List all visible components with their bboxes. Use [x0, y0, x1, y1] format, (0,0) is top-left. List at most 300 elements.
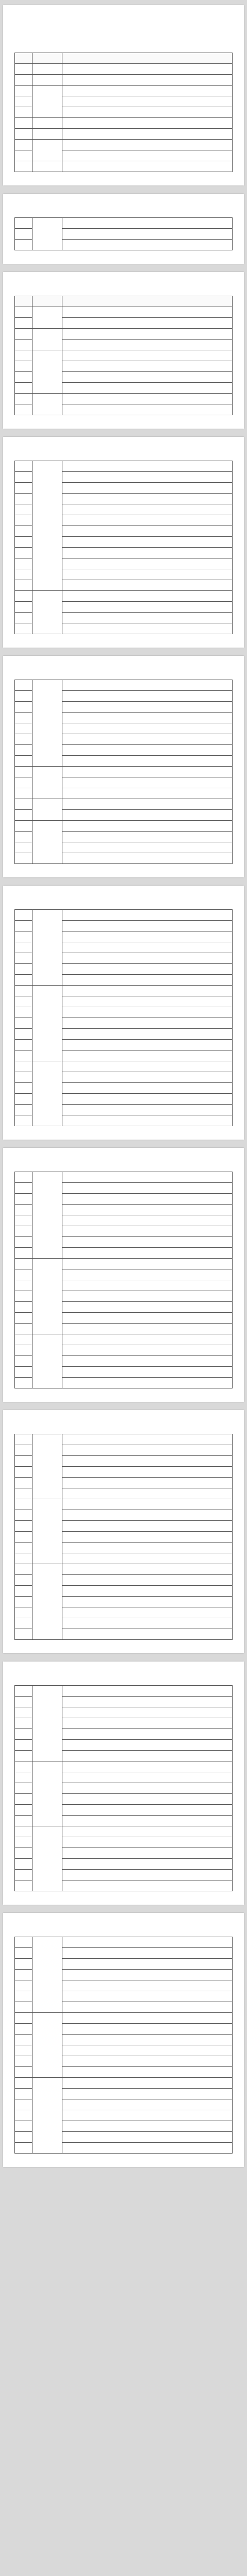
- index-cell: [15, 1532, 32, 1543]
- name-cell: [62, 1575, 233, 1586]
- index-cell: [15, 404, 32, 415]
- name-cell: [62, 810, 233, 821]
- index-cell: [15, 1870, 32, 1880]
- table-row: [15, 1259, 233, 1269]
- document-page: [3, 1913, 244, 2167]
- index-cell: [15, 118, 32, 129]
- name-cell: [62, 1772, 233, 1783]
- index-cell: [15, 1434, 32, 1445]
- name-cell: [62, 1280, 233, 1291]
- name-cell: [62, 569, 233, 580]
- table-row: [15, 910, 233, 921]
- index-cell: [15, 1302, 32, 1313]
- index-cell: [15, 372, 32, 383]
- group-cell: [32, 64, 62, 75]
- index-cell: [15, 150, 32, 161]
- table-row: [15, 1499, 233, 1510]
- index-cell: [15, 931, 32, 942]
- group-cell: [32, 1334, 62, 1388]
- index-cell: [15, 734, 32, 745]
- name-cell: [62, 602, 233, 613]
- name-cell: [62, 548, 233, 558]
- index-cell: [15, 2110, 32, 2121]
- document-page: [3, 194, 244, 264]
- group-cell: [32, 86, 62, 118]
- group-cell: [32, 1434, 62, 1499]
- list-table: [14, 296, 233, 415]
- index-cell: [15, 1072, 32, 1083]
- name-cell: [62, 372, 233, 383]
- name-cell: [62, 1083, 233, 1094]
- index-cell: [15, 86, 32, 96]
- index-cell: [15, 1629, 32, 1640]
- index-cell: [15, 1761, 32, 1772]
- name-cell: [62, 2121, 233, 2132]
- table-row: [15, 86, 233, 96]
- name-cell: [62, 1991, 233, 2002]
- name-cell: [62, 107, 233, 118]
- name-cell: [62, 1686, 233, 1697]
- name-cell: [62, 1859, 233, 1870]
- name-cell: [62, 1794, 233, 1805]
- index-cell: [15, 1707, 32, 1718]
- name-cell: [62, 96, 233, 107]
- group-cell: [32, 821, 62, 864]
- index-cell: [15, 1959, 32, 1970]
- group-cell: [32, 910, 62, 986]
- name-cell: [62, 799, 233, 810]
- name-cell: [62, 1597, 233, 1607]
- index-cell: [15, 1172, 32, 1183]
- index-cell: [15, 472, 32, 483]
- name-cell: [62, 767, 233, 777]
- table-header-row: [15, 296, 233, 307]
- name-cell: [62, 942, 233, 953]
- index-cell: [15, 1050, 32, 1061]
- name-cell: [62, 1880, 233, 1891]
- list-table: [14, 1434, 233, 1640]
- name-cell: [62, 2056, 233, 2067]
- group-cell: [32, 118, 62, 129]
- index-cell: [15, 1194, 32, 1205]
- name-cell: [62, 853, 233, 864]
- name-cell: [62, 1586, 233, 1597]
- index-cell: [15, 1880, 32, 1891]
- name-cell: [62, 2024, 233, 2035]
- index-cell: [15, 1445, 32, 1456]
- group-cell: [32, 767, 62, 799]
- index-cell: [15, 1772, 32, 1783]
- name-cell: [62, 2099, 233, 2110]
- index-cell: [15, 1269, 32, 1280]
- table-row: [15, 986, 233, 996]
- group-cell: [32, 799, 62, 821]
- index-cell: [15, 986, 32, 996]
- name-cell: [62, 1367, 233, 1378]
- index-cell: [15, 96, 32, 107]
- table-row: [15, 329, 233, 340]
- index-cell: [15, 1280, 32, 1291]
- name-cell: [62, 1499, 233, 1510]
- index-cell: [15, 602, 32, 613]
- name-cell: [62, 1434, 233, 1445]
- name-cell: [62, 1543, 233, 1553]
- table-header-row: [15, 53, 233, 64]
- name-cell: [62, 1334, 233, 1345]
- name-cell: [62, 515, 233, 526]
- name-cell: [62, 1729, 233, 1740]
- index-cell: [15, 2121, 32, 2132]
- index-cell: [15, 942, 32, 953]
- name-cell: [62, 1205, 233, 1215]
- index-cell: [15, 140, 32, 150]
- index-cell: [15, 788, 32, 799]
- index-cell: [15, 702, 32, 713]
- table-row: [15, 821, 233, 832]
- header-cell-group: [32, 53, 62, 64]
- name-cell: [62, 691, 233, 702]
- index-cell: [15, 1324, 32, 1334]
- group-cell: [32, 461, 62, 591]
- name-cell: [62, 150, 233, 161]
- index-cell: [15, 1083, 32, 1094]
- name-cell: [62, 910, 233, 921]
- section-heading: [14, 1926, 233, 1933]
- document-label: [14, 15, 233, 22]
- name-cell: [62, 1324, 233, 1334]
- index-cell: [15, 1607, 32, 1618]
- index-cell: [15, 1499, 32, 1510]
- name-cell: [62, 1761, 233, 1772]
- section-heading: [14, 1423, 233, 1430]
- name-cell: [62, 1510, 233, 1521]
- name-cell: [62, 1805, 233, 1816]
- index-cell: [15, 350, 32, 361]
- index-cell: [15, 2056, 32, 2067]
- index-cell: [15, 1794, 32, 1805]
- name-cell: [62, 86, 233, 96]
- name-cell: [62, 680, 233, 691]
- name-cell: [62, 2143, 233, 2154]
- index-cell: [15, 75, 32, 86]
- index-cell: [15, 1816, 32, 1826]
- index-cell: [15, 240, 32, 250]
- index-cell: [15, 799, 32, 810]
- index-cell: [15, 1205, 32, 1215]
- index-cell: [15, 1237, 32, 1248]
- group-cell: [32, 350, 62, 394]
- index-cell: [15, 842, 32, 853]
- table-row: [15, 218, 233, 229]
- index-cell: [15, 218, 32, 229]
- name-cell: [62, 229, 233, 240]
- name-cell: [62, 1718, 233, 1729]
- name-cell: [62, 1259, 233, 1269]
- name-cell: [62, 1532, 233, 1543]
- index-cell: [15, 1618, 32, 1629]
- name-cell: [62, 1237, 233, 1248]
- table-row: [15, 1334, 233, 1345]
- name-cell: [62, 1029, 233, 1040]
- name-cell: [62, 1183, 233, 1194]
- name-cell: [62, 129, 233, 140]
- index-cell: [15, 558, 32, 569]
- name-cell: [62, 777, 233, 788]
- name-cell: [62, 702, 233, 713]
- name-cell: [62, 986, 233, 996]
- table-row: [15, 1564, 233, 1575]
- list-table: [14, 909, 233, 1126]
- document-page: [3, 1410, 244, 1653]
- index-cell: [15, 713, 32, 723]
- group-cell: [32, 1061, 62, 1126]
- name-cell: [62, 613, 233, 623]
- name-cell: [62, 1948, 233, 1959]
- name-cell: [62, 1115, 233, 1126]
- index-cell: [15, 107, 32, 118]
- section-heading: [14, 207, 233, 213]
- index-cell: [15, 1521, 32, 1532]
- index-cell: [15, 1018, 32, 1029]
- index-cell: [15, 1553, 32, 1564]
- index-cell: [15, 853, 32, 864]
- name-cell: [62, 1980, 233, 1991]
- name-cell: [62, 1302, 233, 1313]
- name-cell: [62, 1553, 233, 1564]
- index-cell: [15, 1488, 32, 1499]
- name-cell: [62, 161, 233, 172]
- table-row: [15, 394, 233, 404]
- name-cell: [62, 723, 233, 734]
- index-cell: [15, 526, 32, 537]
- name-cell: [62, 537, 233, 548]
- section-heading: [14, 450, 233, 456]
- name-cell: [62, 494, 233, 504]
- index-cell: [15, 2067, 32, 2078]
- index-cell: [15, 680, 32, 691]
- name-cell: [62, 404, 233, 415]
- table-row: [15, 799, 233, 810]
- table-row: [15, 129, 233, 140]
- name-cell: [62, 1040, 233, 1050]
- name-cell: [62, 1105, 233, 1115]
- table-row: [15, 1937, 233, 1948]
- name-cell: [62, 1826, 233, 1837]
- name-cell: [62, 1937, 233, 1948]
- table-row: [15, 1172, 233, 1183]
- name-cell: [62, 1456, 233, 1467]
- index-cell: [15, 2035, 32, 2045]
- index-cell: [15, 318, 32, 329]
- index-cell: [15, 1937, 32, 1948]
- index-cell: [15, 1456, 32, 1467]
- index-cell: [15, 1783, 32, 1794]
- index-cell: [15, 745, 32, 756]
- name-cell: [62, 1378, 233, 1388]
- index-cell: [15, 383, 32, 394]
- table-row: [15, 2078, 233, 2089]
- list-table: [14, 1937, 233, 2154]
- table-row: [15, 161, 233, 172]
- name-cell: [62, 140, 233, 150]
- index-cell: [15, 1751, 32, 1761]
- name-cell: [62, 64, 233, 75]
- name-cell: [62, 361, 233, 372]
- document-page: [3, 886, 244, 1140]
- group-cell: [32, 129, 62, 140]
- name-cell: [62, 1488, 233, 1499]
- section-heading: [14, 42, 233, 48]
- list-table: [14, 461, 233, 634]
- index-cell: [15, 1597, 32, 1607]
- document-page: [3, 272, 244, 429]
- name-cell: [62, 756, 233, 767]
- document-page: [3, 437, 244, 648]
- name-cell: [62, 975, 233, 986]
- index-cell: [15, 623, 32, 634]
- name-cell: [62, 2089, 233, 2099]
- document-page: [3, 5, 244, 185]
- name-cell: [62, 1445, 233, 1456]
- name-cell: [62, 118, 233, 129]
- index-cell: [15, 64, 32, 75]
- index-cell: [15, 494, 32, 504]
- name-cell: [62, 1226, 233, 1237]
- document-page: [3, 656, 244, 877]
- section-heading: [14, 285, 233, 292]
- section-heading: [14, 1161, 233, 1167]
- index-cell: [15, 229, 32, 240]
- index-cell: [15, 1948, 32, 1959]
- index-cell: [15, 910, 32, 921]
- name-cell: [62, 1783, 233, 1794]
- name-cell: [62, 394, 233, 404]
- name-cell: [62, 1050, 233, 1061]
- index-cell: [15, 756, 32, 767]
- group-cell: [32, 2013, 62, 2078]
- group-cell: [32, 591, 62, 634]
- name-cell: [62, 1061, 233, 1072]
- name-cell: [62, 623, 233, 634]
- index-cell: [15, 1105, 32, 1115]
- index-cell: [15, 723, 32, 734]
- index-cell: [15, 2132, 32, 2143]
- index-cell: [15, 1183, 32, 1194]
- index-cell: [15, 1215, 32, 1226]
- document-page: [3, 1662, 244, 1905]
- name-cell: [62, 2110, 233, 2121]
- name-cell: [62, 472, 233, 483]
- name-cell: [62, 1018, 233, 1029]
- name-cell: [62, 1629, 233, 1640]
- document-page: [3, 1148, 244, 1402]
- document-title: [14, 26, 233, 34]
- index-cell: [15, 1115, 32, 1126]
- group-cell: [32, 1172, 62, 1259]
- header-cell-index: [15, 53, 32, 64]
- index-cell: [15, 1007, 32, 1018]
- index-cell: [15, 361, 32, 372]
- index-cell: [15, 953, 32, 964]
- name-cell: [62, 1816, 233, 1826]
- index-cell: [15, 1575, 32, 1586]
- index-cell: [15, 515, 32, 526]
- group-cell: [32, 986, 62, 1061]
- table-row: [15, 2013, 233, 2024]
- name-cell: [62, 1959, 233, 1970]
- group-cell: [32, 1761, 62, 1826]
- name-cell: [62, 953, 233, 964]
- list-table: [14, 1172, 233, 1388]
- name-cell: [62, 1970, 233, 1980]
- name-cell: [62, 1345, 233, 1356]
- name-cell: [62, 1172, 233, 1183]
- index-cell: [15, 1586, 32, 1597]
- name-cell: [62, 1848, 233, 1859]
- name-cell: [62, 1269, 233, 1280]
- name-cell: [62, 461, 233, 472]
- group-cell: [32, 1499, 62, 1564]
- group-cell: [32, 218, 62, 250]
- name-cell: [62, 1072, 233, 1083]
- name-cell: [62, 526, 233, 537]
- index-cell: [15, 996, 32, 1007]
- header-cell-index: [15, 296, 32, 307]
- index-cell: [15, 691, 32, 702]
- list-table: [14, 53, 233, 172]
- table-row: [15, 1826, 233, 1837]
- name-cell: [62, 1707, 233, 1718]
- name-cell: [62, 307, 233, 318]
- name-cell: [62, 821, 233, 832]
- index-cell: [15, 1991, 32, 2002]
- index-cell: [15, 329, 32, 340]
- index-cell: [15, 1970, 32, 1980]
- group-cell: [32, 307, 62, 329]
- index-cell: [15, 2045, 32, 2056]
- table-row: [15, 680, 233, 691]
- index-cell: [15, 2143, 32, 2154]
- index-cell: [15, 2078, 32, 2089]
- name-cell: [62, 2013, 233, 2024]
- name-cell: [62, 340, 233, 350]
- name-cell: [62, 218, 233, 229]
- index-cell: [15, 1040, 32, 1050]
- name-cell: [62, 1313, 233, 1324]
- index-cell: [15, 1061, 32, 1072]
- name-cell: [62, 1697, 233, 1707]
- name-cell: [62, 1194, 233, 1205]
- index-cell: [15, 1697, 32, 1707]
- table-row: [15, 307, 233, 318]
- index-cell: [15, 1334, 32, 1345]
- table-row: [15, 1686, 233, 1697]
- name-cell: [62, 734, 233, 745]
- index-cell: [15, 821, 32, 832]
- index-cell: [15, 1378, 32, 1388]
- list-table: [14, 1685, 233, 1891]
- index-cell: [15, 1859, 32, 1870]
- index-cell: [15, 1564, 32, 1575]
- index-cell: [15, 2024, 32, 2035]
- table-row: [15, 1061, 233, 1072]
- name-cell: [62, 2045, 233, 2056]
- name-cell: [62, 591, 233, 602]
- table-row: [15, 1761, 233, 1772]
- index-cell: [15, 2099, 32, 2110]
- index-cell: [15, 777, 32, 788]
- index-cell: [15, 1094, 32, 1105]
